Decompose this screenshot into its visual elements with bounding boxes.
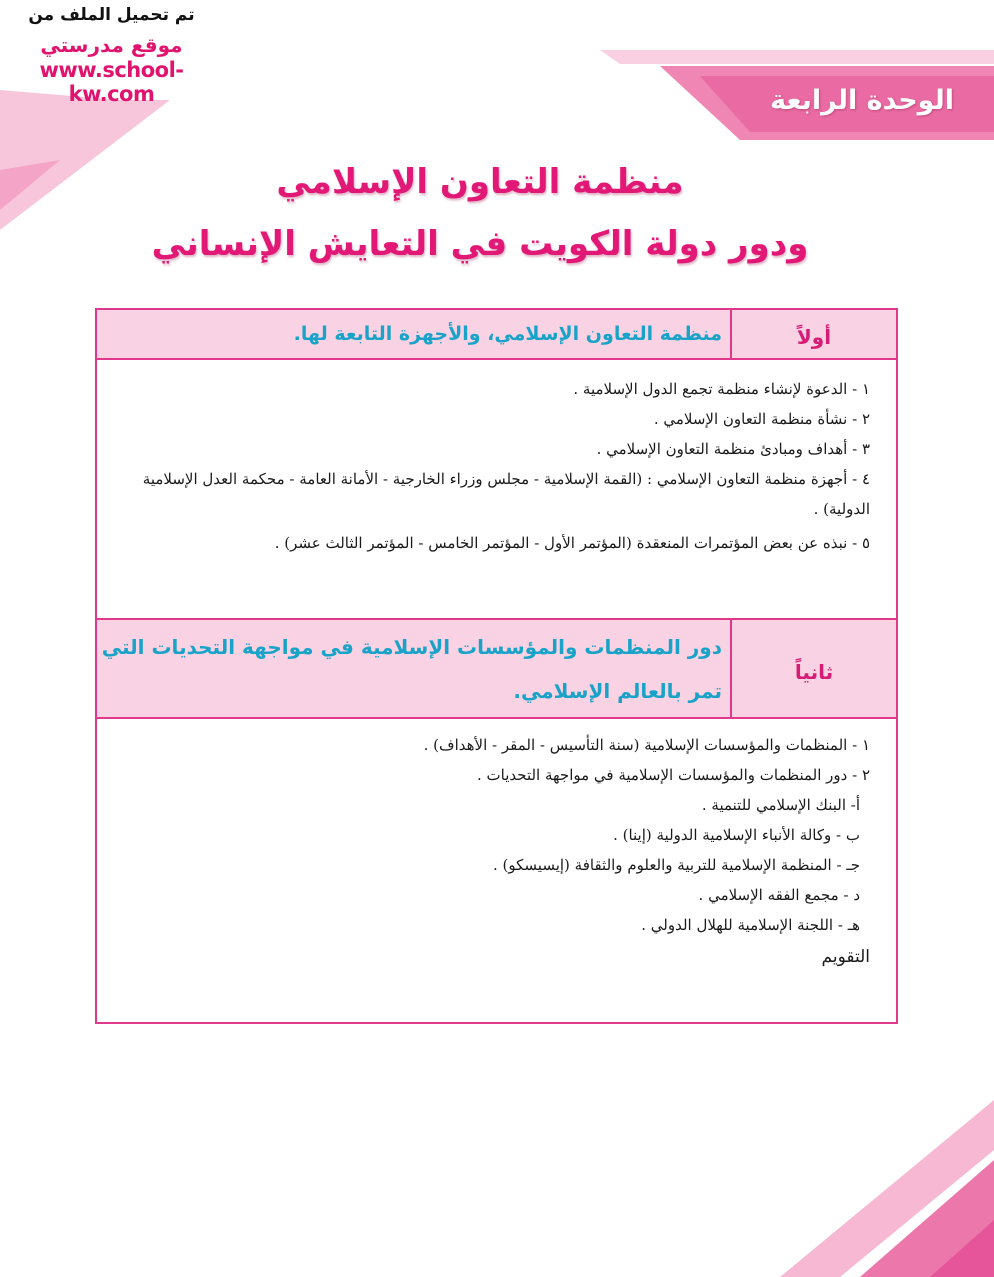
page-title <box>120 160 840 266</box>
section-heading-2: دور المنظمات والمؤسسات الإسلامية في مواجهة التحديات التي تمر بالعالم الإسلامي. <box>101 634 722 703</box>
section-number-2: ثانياً <box>730 620 896 717</box>
watermark-line1: تم تحميل الملف من <box>28 5 195 25</box>
list-item: ٤ - أجهزة منظمة التعاون الإسلامي : (القمة الإسلامية - مجلس وزراء الخارجية - الأمانة العامة - محكمة العدل الإسلامية الدولية) . <box>142 470 870 518</box>
section-heading-1: منظمة التعاون الإسلامي، والأجهزة التابعة لها. <box>293 323 722 345</box>
list-item: ٥ - نبذه عن بعض المؤتمرات المنعقدة (المؤتمر الأول - المؤتمر الخامس - المؤتمر الثالث عشر) . <box>274 534 870 552</box>
sub-list-item: د - مجمع الفقه الإسلامي . <box>698 886 860 904</box>
sub-list-item: هـ - اللجنة الإسلامية للهلال الدولي . <box>641 916 860 934</box>
section-number-1: أولاً <box>730 310 896 358</box>
content-table <box>95 308 898 1024</box>
watermark-site-name: موقع مدرستي <box>40 33 183 57</box>
list-item: ١ - المنظمات والمؤسسات الإسلامية (سنة التأسيس - المقر - الأهداف) . <box>423 736 870 754</box>
list-item: ٢ - دور المنظمات والمؤسسات الإسلامية في مواجهة التحديات . <box>476 766 870 784</box>
list-item: ١ - الدعوة لإنشاء منظمة تجمع الدول الإسلامية . <box>573 380 870 398</box>
section-header-1 <box>97 308 896 360</box>
site-watermark <box>4 4 219 106</box>
list-item: ٣ - أهداف ومبادئ منظمة التعاون الإسلامي . <box>596 440 870 458</box>
unit-banner: الوحدة الرابعة <box>770 85 954 116</box>
section-1-list <box>97 374 896 558</box>
evaluation-label: التقويم <box>821 947 870 967</box>
sub-list-item: جـ - المنظمة الإسلامية للتربية والعلوم والثقافة (إيسيسكو) . <box>493 856 860 874</box>
list-item: ٢ - نشأة منظمة التعاون الإسلامي . <box>653 410 870 428</box>
page-title-line2: ودور دولة الكويت في التعايش الإنساني <box>151 224 809 264</box>
page-title-line1: منظمة التعاون الإسلامي <box>276 162 684 202</box>
sub-list-item: ب - وكالة الأنباء الإسلامية الدولية (إينا) . <box>613 826 860 844</box>
section-header-2 <box>97 618 896 719</box>
section-2-list <box>97 730 896 972</box>
sub-list-item: أ- البنك الإسلامي للتنمية . <box>701 796 860 814</box>
watermark-url: www.school-kw.com <box>39 58 184 106</box>
